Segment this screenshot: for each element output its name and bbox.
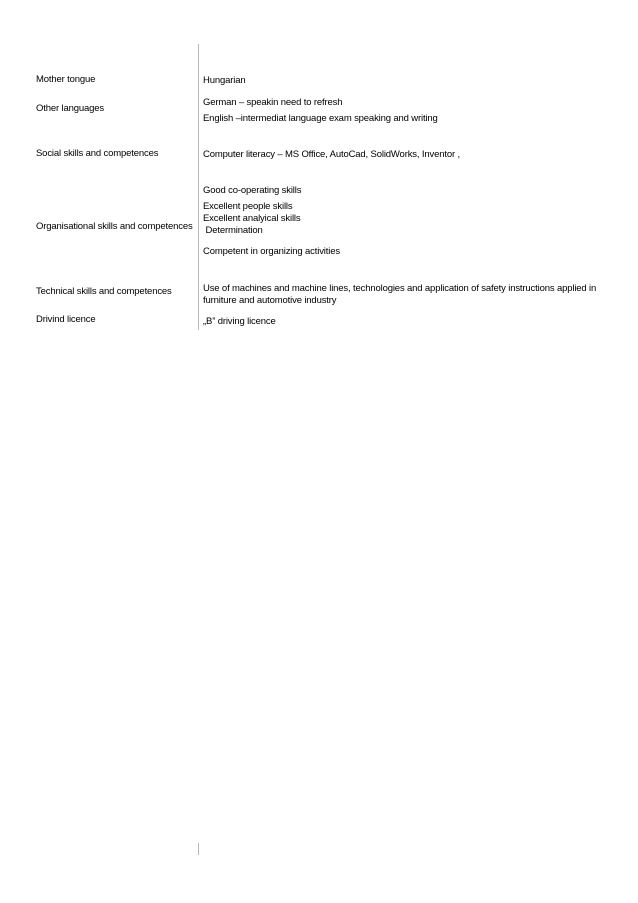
technical-skills-line: furniture and automotive industry (203, 295, 337, 306)
social-skills-value: Computer literacy – MS Office, AutoCad, SolidWorks, Inventor , (203, 149, 460, 160)
driving-licence-label: Drivind licence (36, 314, 96, 325)
social-skills-label: Social skills and competences (36, 148, 159, 159)
column-divider (198, 44, 199, 330)
organisational-skill-item: Good co-operating skills (203, 185, 302, 196)
footer-divider (198, 843, 199, 855)
mother-tongue-label: Mother tongue (36, 74, 96, 85)
other-language-german: German – speakin need to refresh (203, 97, 343, 108)
organisational-skill-item: Excellent analyical skills (203, 213, 301, 224)
organisational-skill-item: Competent in organizing activities (203, 246, 340, 257)
organisational-skill-item: Excellent people skills (203, 201, 293, 212)
other-language-english: English –intermediat language exam speaking and writing (203, 113, 438, 124)
organisational-skills-label: Organisational skills and competences (36, 221, 193, 232)
other-languages-label: Other languages (36, 103, 104, 114)
driving-licence-value: „B” driving licence (203, 316, 276, 327)
technical-skills-label: Technical skills and competences (36, 286, 172, 297)
technical-skills-line: Use of machines and machine lines, technologies and application of safety instructions applied in (203, 283, 597, 294)
mother-tongue-value: Hungarian (203, 75, 246, 86)
organisational-skill-item: Determination (203, 225, 263, 236)
